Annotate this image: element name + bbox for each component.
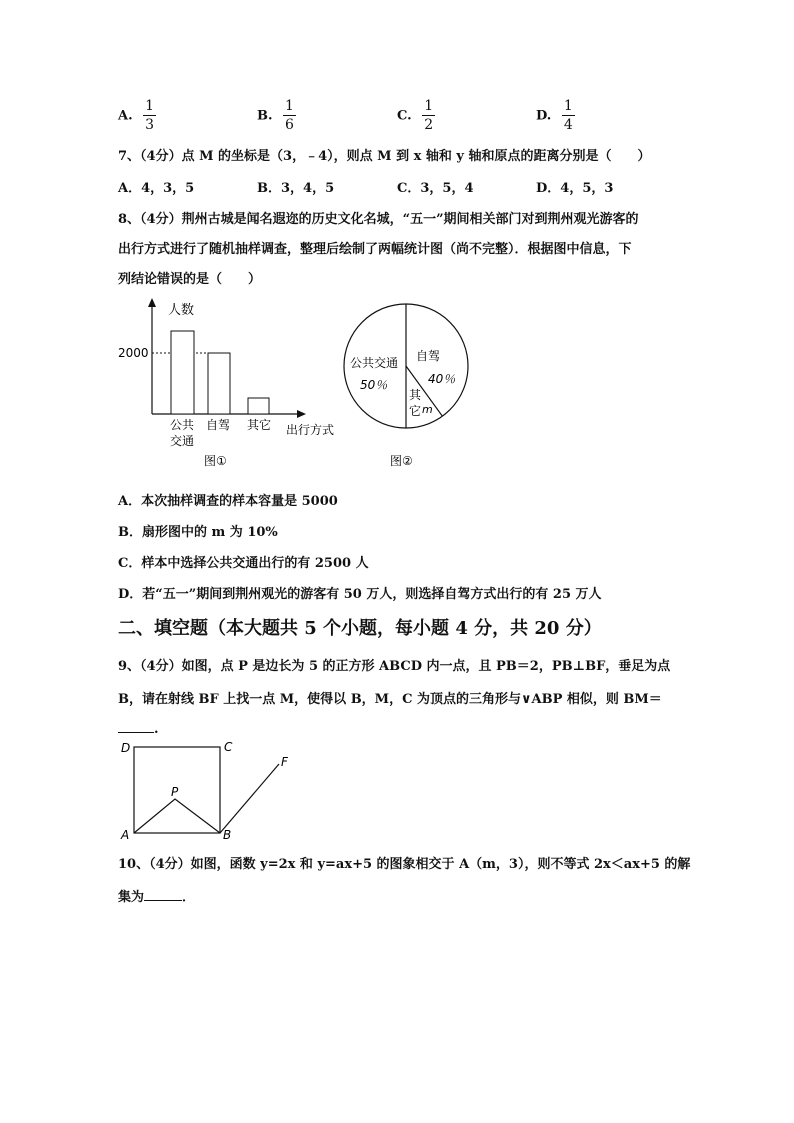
ray-bf (220, 764, 279, 833)
pie-percent-self-drive: 40％ (428, 372, 456, 386)
q8-stem-line3: 列结论错误的是（ ） (118, 272, 262, 287)
q9-stem-line2: B，请在射线 BF 上找一点 M，使得以 B，M，C 为顶点的三角形与∨ABP 相似，则 BM＝ (118, 692, 662, 707)
y-axis-label: 人数 (168, 303, 195, 318)
q7-option-c: C．3，5，4 (397, 181, 474, 196)
triangle-apb (134, 799, 220, 833)
square-figure (112, 738, 302, 842)
q9-answer-line: . (118, 718, 159, 737)
q6-option-a: A. $\frac{1}{3}$ (118, 98, 155, 133)
category-label-2: 自驾 (206, 418, 231, 432)
q6-option-b: B. $\frac{1}{6}$ (257, 98, 294, 133)
q7-stem: 7、（4分）点 M 的坐标是（3，﹣4），则点 M 到 x 轴和 y 轴和原点的距离分别是（ ） (118, 149, 651, 164)
pie-chart-caption: 图② (390, 454, 413, 468)
label-a: A (121, 828, 130, 842)
q8-stem-line2: 出行方式进行了随机抽样调查，整理后绘制了两幅统计图（尚不完整）．根据图中信息，下 (118, 242, 632, 257)
fraction: $\frac{1}{4}$ (563, 98, 573, 133)
q7-option-b: B．3，4，5 (257, 181, 335, 196)
label-b: B (223, 828, 232, 842)
x-axis-arrow (297, 410, 306, 418)
y-tick-2000: 2000 (118, 346, 149, 360)
q8-option-b: B．扇形图中的 m 为 10% (118, 525, 278, 540)
q8-stem-line1: 8、（4分）荆州古城是闻名遐迩的历史文化名城，“五一”期间相关部门对到荆州观光游客的 (118, 212, 639, 227)
label-p: P (171, 785, 179, 799)
q8-option-c: C．样本中选择公共交通出行的有 2500 人 (118, 556, 369, 571)
pie-percent-public: 50％ (360, 378, 388, 392)
pie-percent-other: m (422, 403, 433, 416)
pie-label-public: 公共交通 (350, 356, 399, 370)
q9-stem-line1: 9、（4分）如图，点 P 是边长为 5 的正方形 ABCD 内一点，且 PB＝2，PB⊥BF，垂足为点 (118, 659, 671, 674)
pie-chart-figure (338, 300, 478, 470)
category-label-3: 其它 (247, 418, 272, 432)
label-f: F (281, 755, 288, 769)
bar-chart-caption: 图① (204, 454, 227, 468)
q10-stem: 10、（4分）如图，函数 y=2x 和 y=ax+5 的图象相交于 A（m，3），则不等式 2x＜ax+5 的解 (118, 857, 691, 872)
fraction: $\frac{1}{2}$ (424, 98, 434, 133)
pie-label-other-1: 其 (409, 388, 422, 402)
q6-option-d: D. $\frac{1}{4}$ (536, 98, 573, 133)
y-axis-arrow (148, 298, 156, 307)
q8-option-a: A．本次抽样调查的样本容量是 5000 (118, 494, 338, 509)
label-d: D (121, 741, 131, 755)
x-axis-label: 出行方式 (286, 423, 335, 437)
q10-answer-line: 集为 ． (118, 886, 195, 905)
bar-other (248, 398, 269, 414)
bar-public-transport (171, 331, 194, 414)
bar-chart-figure (112, 296, 352, 471)
q7-option-d: D．4，5，3 (536, 181, 614, 196)
fraction: $\frac{1}{6}$ (285, 98, 294, 133)
category-label-1b: 交通 (170, 434, 195, 448)
q8-option-d: D．若“五一”期间到荆州观光的游客有 50 万人，则选择自驾方式出行的有 25 万人 (118, 587, 602, 602)
q6-option-c: C. $\frac{1}{2}$ (397, 98, 434, 133)
q7-option-a: A．4，3，5 (118, 181, 195, 196)
answer-blank[interactable] (118, 718, 154, 733)
answer-blank[interactable] (144, 886, 182, 901)
label-c: C (224, 740, 233, 754)
section-title: 二、填空题（本大题共 5 个小题，每小题 4 分，共 20 分） (118, 618, 602, 639)
pie-label-other-2: 它 (409, 404, 422, 418)
bar-self-drive (208, 353, 230, 414)
category-label-1a: 公共 (170, 418, 195, 432)
fraction: $\frac{1}{3}$ (145, 98, 155, 133)
pie-label-self-drive: 自驾 (416, 349, 441, 363)
